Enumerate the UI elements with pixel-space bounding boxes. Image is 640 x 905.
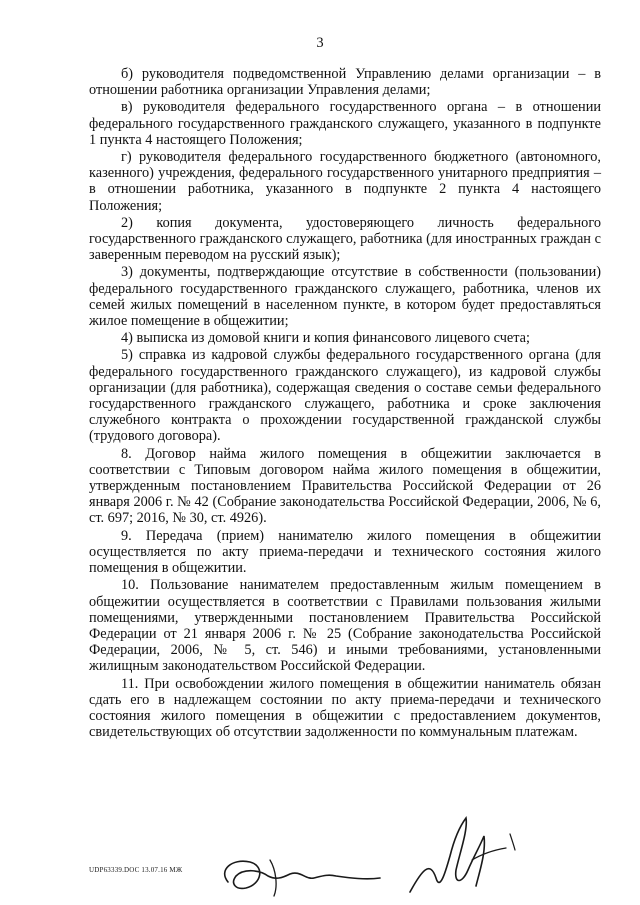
paragraph-8: 8. Договор найма жилого помещения в общежитии заключается в соответствии с Типовым договором найма жилого помещения в общежитии, утвержденным постановлением Правительства Российской Федерации от 26 января 2006 г. № 42 (Собрание законодательства Российской Федерации, 2006, № 6, ст. 697; 2016, № 30, ст. 4926). bbox=[89, 445, 601, 527]
paragraph-5: 5) справка из кадровой службы федерального государственного органа (для федерального государственного гражданского служащего), из кадровой службы организации (для работника), содержащая сведения о составе семьи федерального государственного гражданского служащего, работника и сроке заключения служебного контракта о прохождении государственной гражданской службы (трудового договора). bbox=[89, 347, 601, 445]
paragraph-g: г) руководителя федерального государственного бюджетного (автономного, казенного) учреждения, федерального государственного унитарного предприятия – в отношении работника, указанного в подпункте 2 пункта 4 настоящего Положения; bbox=[89, 149, 601, 214]
paragraph-9: 9. Передача (прием) нанимателю жилого помещения в общежитии осуществляется по акту приема-передачи и технического состояния жилого помещения в общежитии. bbox=[89, 527, 601, 577]
footer-file-reference: UDP63339.DOC 13.07.16 МЖ bbox=[89, 866, 183, 874]
page-number: 3 bbox=[316, 35, 324, 51]
paragraph-11: 11. При освобождении жилого помещения в общежитии наниматель обязан сдать его в надлежащем состоянии по акту приема-передачи и технического состояния жилого помещения в общежитии с предоставлением документов, свидетельствующих об отсутствии задолженности по коммунальным платежам. bbox=[89, 675, 601, 741]
paragraph-2: 2) копия документа, удостоверяющего личность федерального государственного гражданского служащего, работника (для иностранных граждан с заверенным переводом на русский язык); bbox=[89, 214, 601, 264]
paragraph-v: в) руководителя федерального государственного органа – в отношении федерального государственного гражданского служащего, указанного в подпункте 1 пункта 4 настоящего Положения; bbox=[89, 99, 601, 148]
paragraph-3: 3) документы, подтверждающие отсутствие в собственности (пользовании) федерального государственного гражданского служащего, работника, членов их семей жилых помещений в населенном пункте, в котором будет предоставляться жилое помещение в общежитии; bbox=[89, 264, 601, 330]
paragraph-10: 10. Пользование нанимателем предоставленным жилым помещением в общежитии осуществляется в соответствии с Правилами пользования жилыми помещениями, утвержденными постановлением Правительства Российской Федерации от 21 января 2006 г. № 25 (Собрание законодательства Российской Федерации, 2006, № 5, ст. 546) и иными требованиями, установленными жилищным законодательством Российской Федерации. bbox=[89, 577, 601, 675]
handwritten-signature bbox=[210, 800, 540, 905]
paragraph-4: 4) выписка из домовой книги и копия финансового лицевого счета; bbox=[121, 330, 531, 347]
document-body bbox=[89, 66, 601, 740]
paragraph-b: б) руководителя подведомственной Управлению делами организации – в отношении работника организации Управления делами; bbox=[89, 66, 601, 99]
